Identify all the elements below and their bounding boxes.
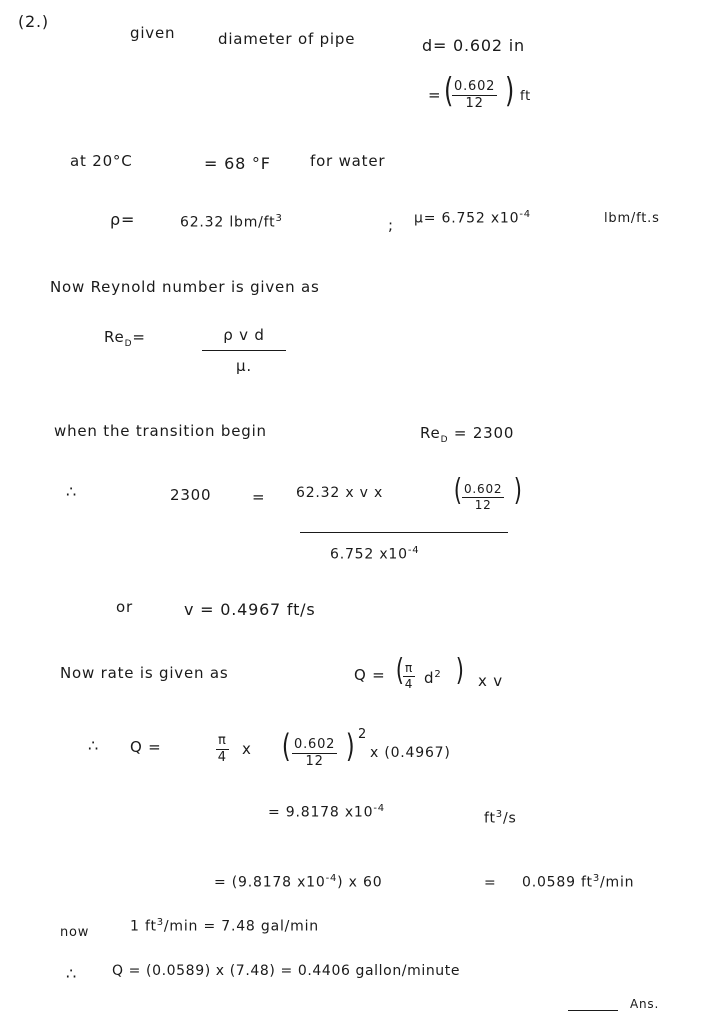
eq2-left-paren: ( (281, 727, 291, 765)
rho-value-text: 62.32 lbm/ft (180, 214, 276, 231)
result-conversion-exponent: -4 (325, 873, 338, 884)
result-flow-cfs (268, 804, 385, 820)
transition-re-value: = 2300 (453, 424, 515, 442)
diameter-eq-sign: = (428, 86, 442, 104)
eq2-pi-over-four (216, 734, 229, 764)
given-label: given (130, 24, 176, 42)
flow-left-paren: ( (395, 653, 404, 688)
flow-d-squared (424, 670, 442, 686)
mu-exponent: -4 (519, 209, 531, 220)
left-paren: ( (443, 71, 454, 111)
flow-four: 4 (404, 676, 414, 691)
right-paren: ) (504, 71, 515, 111)
flow-q-label: Q = (354, 666, 386, 684)
mu-unit: lbm/ft.s (604, 211, 660, 226)
result-unit-per-second: /s (502, 810, 517, 827)
unit-conversion-rhs: /min = 7.48 gal/min (163, 918, 319, 935)
diameter-unit: ft (520, 89, 532, 104)
eq2-pi: π (218, 733, 227, 748)
eq2-q-label: Q = (130, 738, 162, 756)
diameter-value: d= 0.602 in (422, 36, 525, 55)
for-water-label: for water (310, 152, 386, 170)
therefore-symbol-1: ∴ (66, 482, 77, 501)
flow-square: 2 (434, 669, 442, 680)
result-flow-cfm (522, 874, 634, 890)
eq2-right-paren: ) (345, 727, 355, 765)
flow-right-paren: ) (455, 653, 464, 688)
eq1-lhs: 2300 (170, 486, 212, 504)
flow-pi-over-four (403, 662, 415, 690)
therefore-symbol-2: ∴ (88, 736, 99, 755)
result-conversion-times-sixty: ) x 60 (337, 874, 383, 891)
problem-number: (2.) (18, 12, 49, 31)
answer-label: Ans. (630, 997, 660, 1011)
eq1-eq-sign: = (252, 488, 266, 506)
unit-conversion-lhs: 1 ft (130, 918, 157, 935)
mu-value-text: μ= 6.752 x10 (414, 210, 520, 227)
therefore-symbol-3: ∴ (66, 964, 77, 983)
rho-value (180, 214, 283, 230)
reynolds-formula (202, 328, 286, 375)
answer-underline (568, 1010, 618, 1011)
fraction-denominator: 12 (465, 95, 484, 111)
final-answer: Q = (0.0589) x (7.48) = 0.4406 gallon/minute (112, 963, 461, 979)
eq1-inner-numerator: 0.602 (464, 482, 503, 496)
given-description: diameter of pipe (218, 30, 356, 48)
result-flow-cfs-text: = 9.8178 x10 (268, 804, 374, 821)
unit-conversion (130, 918, 319, 934)
result-unit-ft: ft (484, 810, 496, 827)
transition-label: when the transition begin (54, 422, 267, 440)
flow-times-v: x v (478, 672, 503, 690)
eq2-fraction-denominator: 12 (305, 753, 324, 769)
fraction-numerator: 0.602 (454, 79, 496, 94)
now-label: now (60, 925, 90, 940)
result-unit-cubed: 3 (495, 809, 503, 820)
diameter-fraction (452, 80, 497, 110)
reynolds-intro: Now Reynold number is given as (50, 278, 320, 296)
eq1-denominator-exponent: -4 (407, 545, 420, 556)
flow-rate-intro: Now rate is given as (60, 664, 229, 682)
reynolds-lhs-subscript: D (124, 339, 133, 349)
reynolds-numerator: ρ v d (202, 328, 286, 351)
transition-re-subscript: D (440, 435, 449, 445)
eq1-denominator-text: 6.752 x10 (330, 546, 408, 563)
rho-label: ρ= (110, 210, 136, 229)
temperature-celsius: at 20°C (70, 152, 133, 170)
transition-re-text: Re (420, 424, 441, 442)
reynolds-eq-sign: = (132, 328, 146, 346)
result-cfm-exponent: 3 (592, 873, 600, 884)
transition-reynolds (420, 426, 514, 445)
unit-conversion-exponent: 3 (156, 917, 164, 928)
or-label: or (116, 598, 133, 616)
rho-exponent: 3 (275, 213, 283, 224)
eq2-four: 4 (217, 749, 227, 765)
eq1-fraction-bar (300, 532, 508, 533)
temperature-fahrenheit: = 68 °F (204, 154, 271, 173)
eq1-inner-fraction (462, 483, 504, 511)
result-conversion-lhs: = (9.8178 x10 (214, 874, 326, 891)
eq1-left-paren: ( (453, 473, 462, 508)
velocity-result: v = 0.4967 ft/s (184, 600, 316, 619)
eq2-times: x (242, 740, 252, 758)
result-cfm-tail: /min (599, 874, 635, 891)
result-flow-cfs-unit (484, 810, 517, 826)
result-cfm-value: 0.0589 ft (522, 874, 593, 891)
eq1-numerator-text: 62.32 x v x (296, 485, 384, 501)
result-flow-cfs-exponent: -4 (373, 803, 385, 814)
mu-value (414, 210, 531, 226)
property-separator: ; (388, 216, 394, 234)
eq1-right-paren: ) (513, 473, 522, 508)
reynolds-denominator: μ. (236, 356, 252, 375)
eq2-fraction (292, 738, 337, 768)
eq2-fraction-numerator: 0.602 (294, 737, 336, 752)
result-flow-conversion (214, 874, 382, 890)
eq1-denominator (330, 546, 419, 562)
reynolds-lhs-text: Re (104, 328, 125, 346)
flow-pi: π (405, 661, 414, 675)
result-conversion-eq: = (484, 875, 497, 891)
reynolds-lhs (104, 330, 146, 349)
eq1-inner-denominator: 12 (474, 497, 492, 512)
eq2-square: 2 (358, 727, 368, 742)
eq2-velocity-factor: x (0.4967) (370, 745, 451, 761)
flow-d: d (424, 669, 435, 687)
